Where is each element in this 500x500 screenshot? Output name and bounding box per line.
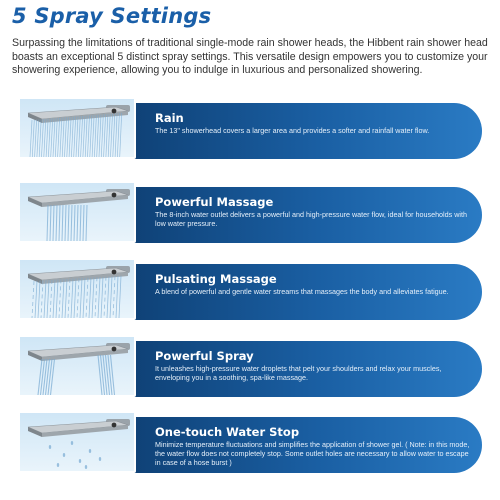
setting-name: Powerful Massage	[155, 195, 274, 209]
setting-description: The 13" showerhead covers a larger area and provides a softer and rainfall water flow.	[155, 126, 430, 135]
setting-description: A blend of powerful and gentle water streams that massages the body and alleviates fatigue.	[155, 287, 449, 296]
setting-description: Minimize temperature fluctuations and simplifies the application of shower gel. ( Note: in this mode, the water flow does not completely stop. Some outlet holes are necessary to allow water to escape in case of a hose burst )	[155, 440, 470, 467]
showerhead-photo	[18, 335, 136, 397]
spray-setting-row	[18, 181, 482, 243]
spray-setting-row	[18, 411, 482, 473]
setting-name: Rain	[155, 111, 184, 125]
setting-name: One-touch Water Stop	[155, 425, 300, 439]
showerhead-pulsating-icon	[20, 260, 134, 318]
spray-setting-row	[18, 335, 482, 397]
setting-name: Powerful Spray	[155, 349, 254, 363]
showerhead-drip-icon	[20, 413, 134, 471]
setting-description: It unleashes high-pressure water droplets that pelt your shoulders and relax your muscles, enveloping you in a soothing, spa-like massage.	[155, 364, 442, 382]
showerhead-massage-icon	[20, 183, 134, 241]
showerhead-photo	[18, 258, 136, 320]
spray-setting-row	[18, 97, 482, 159]
page-title: 5 Spray Settings	[12, 4, 212, 28]
intro-paragraph: Surpassing the limitations of traditional single-mode rain shower heads, the Hibbent rain shower head boasts an exceptional 5 distinct spray settings. This versatile design empowers you to customize your showering experience, allowing you to indulge in luxurious and personalized showering.	[12, 37, 488, 76]
spray-setting-row	[18, 258, 482, 320]
showerhead-photo	[18, 181, 136, 243]
setting-description: The 8-inch water outlet delivers a powerful and high-pressure water flow, ideal for households with low water pressure.	[155, 210, 468, 228]
showerhead-photo	[18, 411, 136, 473]
showerhead-spray-icon	[20, 337, 134, 395]
setting-name: Pulsating Massage	[155, 272, 277, 286]
showerhead-rain-icon	[20, 99, 134, 157]
showerhead-photo	[18, 97, 136, 159]
